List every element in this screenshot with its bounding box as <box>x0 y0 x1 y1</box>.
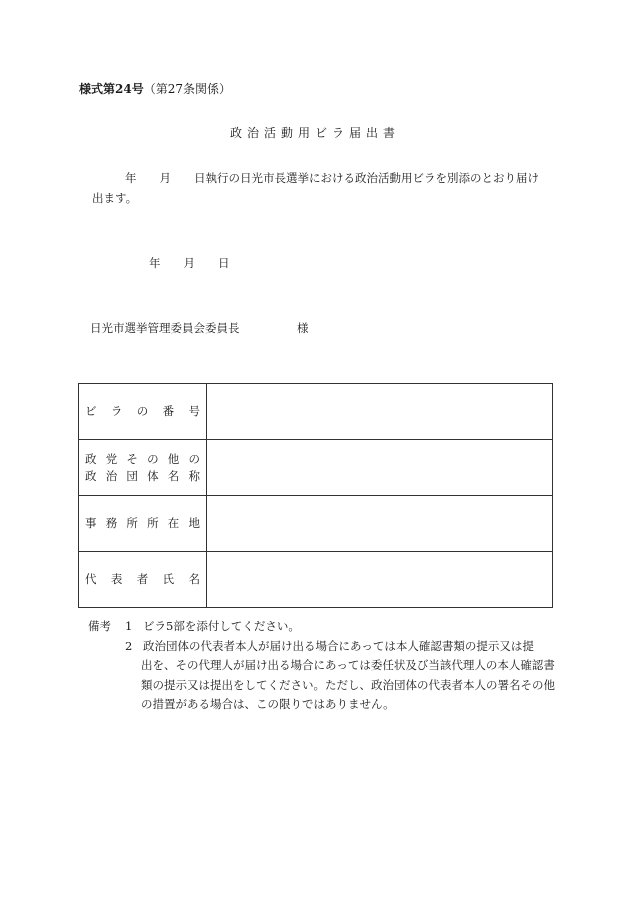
label-line <box>79 515 206 532</box>
label-char: 団 <box>126 468 138 483</box>
submission-date: 年 月 日 <box>149 256 230 270</box>
label-char: 他 <box>167 451 180 466</box>
label-char: 名 <box>188 572 200 586</box>
label-char: 所 <box>147 516 159 530</box>
table-row <box>79 496 553 552</box>
label-char: 在 <box>167 516 180 530</box>
note-text: ビラ5部を添付してください。 <box>143 619 300 633</box>
label-line <box>85 451 200 468</box>
addressee: 日光市選挙管理委員会委員長 様 <box>90 321 309 335</box>
label-char: ラ <box>110 404 123 418</box>
notes <box>88 617 558 715</box>
label-char: 政 <box>85 451 97 466</box>
label-char: 事 <box>85 516 97 530</box>
label-char: 氏 <box>162 572 175 586</box>
label-char: の <box>136 404 149 418</box>
form-number <box>79 80 231 97</box>
label-char: 体 <box>147 468 159 483</box>
note-text: の措置がある場合は、この限りではありません。 <box>141 697 395 711</box>
table-row <box>79 440 553 496</box>
label-char: 地 <box>188 516 200 530</box>
label-char: 番 <box>162 404 175 418</box>
label-char: 代 <box>85 572 97 586</box>
label-char: ビ <box>85 404 97 418</box>
label-char: の <box>188 451 200 466</box>
row-label-representative <box>79 552 207 608</box>
note-text: 類の提示又は提出をしてください。ただし、政治団体の代表者本人の署名その他 <box>141 677 555 692</box>
label-char: 名 <box>167 468 180 483</box>
label-char: 党 <box>105 451 118 466</box>
note-number: 1 <box>125 619 133 633</box>
form-relation: （第27条関係） <box>143 82 231 96</box>
label-char: 治 <box>105 468 118 483</box>
row-label-party-name <box>79 440 207 496</box>
intro-line-1: 年 月 日執行の日光市長選挙における政治活動用ビラを別添のとおり届け <box>125 171 539 185</box>
note-text: 出を、その代理人が届け出る場合にあっては委任状及び当該代理人の本人確認書 <box>141 658 555 672</box>
label-char: 者 <box>136 572 149 586</box>
label-line <box>85 468 200 485</box>
label-char: そ <box>126 451 138 466</box>
label-char: 号 <box>188 404 200 418</box>
note-item <box>88 617 558 637</box>
field-leaflet-number[interactable] <box>207 384 553 440</box>
table-row <box>79 384 553 440</box>
label-char: 称 <box>188 468 200 483</box>
label-char: 表 <box>110 572 123 586</box>
table-row <box>79 552 553 608</box>
field-office-address[interactable] <box>207 496 553 552</box>
field-party-name[interactable] <box>207 440 553 496</box>
form-table <box>78 383 553 608</box>
field-representative[interactable] <box>207 552 553 608</box>
label-line <box>79 403 206 420</box>
label-char: 所 <box>126 516 138 530</box>
form-number-label: 様式第24号 <box>79 82 144 96</box>
label-char: の <box>147 451 159 466</box>
document-title: 政治活動用ビラ届出書 <box>229 126 400 140</box>
label-char: 務 <box>105 516 118 530</box>
label-char: 政 <box>85 468 97 483</box>
intro-line-2: 出ます。 <box>92 191 138 205</box>
notes-heading: 備考 <box>88 619 111 633</box>
row-label-office-address <box>79 496 207 552</box>
note-number: 2 <box>125 638 133 653</box>
note-text: 政治団体の代表者本人が届け出る場合にあっては本人確認書類の提示又は提 <box>143 638 534 653</box>
label-line <box>79 571 206 588</box>
row-label-leaflet-number <box>79 384 207 440</box>
note-item <box>125 637 558 715</box>
